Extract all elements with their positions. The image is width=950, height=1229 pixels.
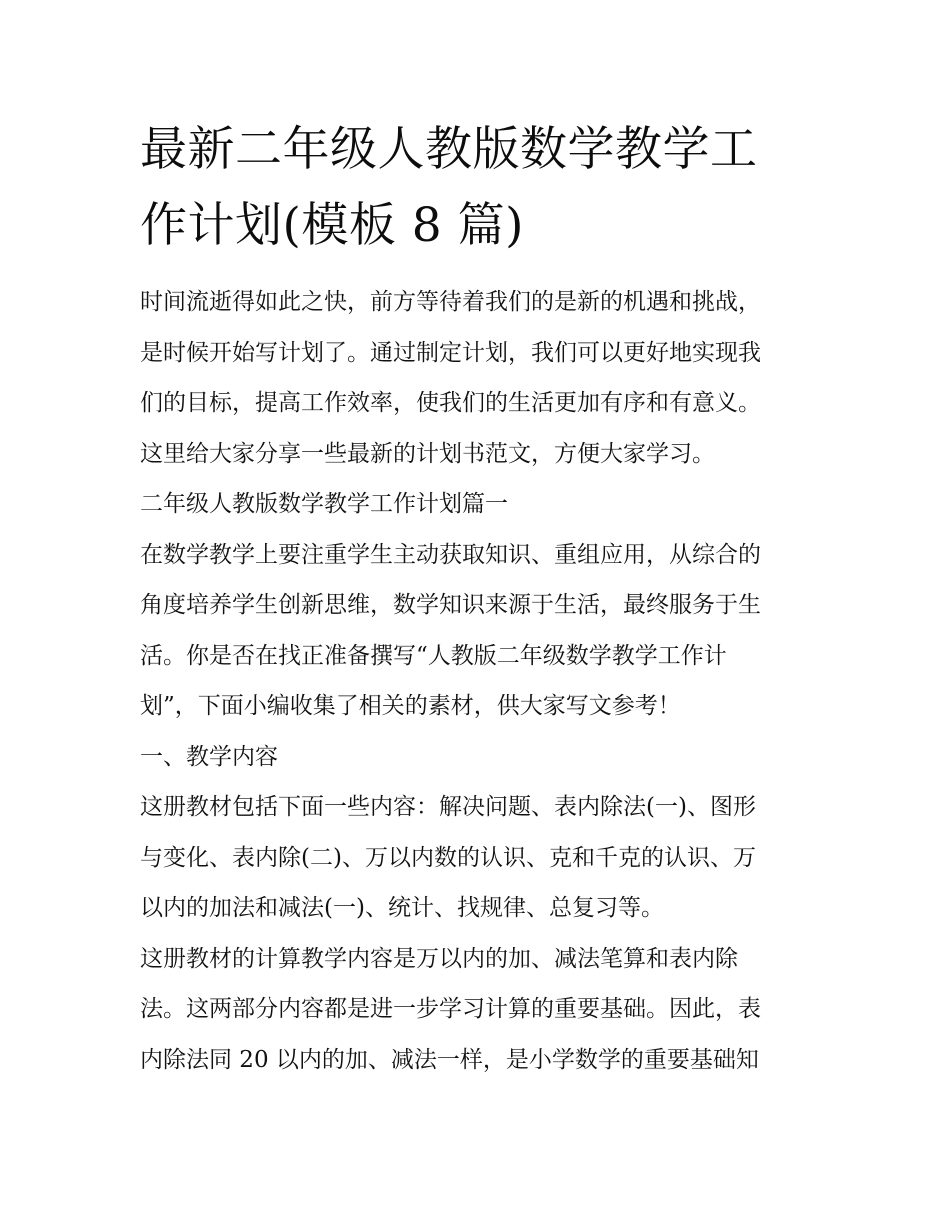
title-line-1: 最新二年级人教版数学教学工 [140,122,758,177]
body-line: 角度培养学生创新思维，数学知识来源于生活，最终服务于生 [140,592,761,618]
body-line: 活。你是否在找正准备撰写“人教版二年级数学教学工作计 [140,642,727,669]
document-title [140,112,840,264]
body-line: 们的目标，提高工作效率，使我们的生活更加有序和有意义。 [140,390,761,416]
body-line: 法。这两部分内容都是进一步学习计算的重要基础。因此，表 [140,996,761,1022]
body-line: 以内的加法和减法(一)、统计、找规律、总复习等。 [140,895,664,921]
body-line: 划”，下面小编收集了相关的素材，供大家写文参考！ [140,693,681,719]
body-line: 在数学教学上要注重学生主动获取知识、重组应用，从综合的 [140,541,761,568]
body-line: 时间流逝得如此之快，前方等待着我们的是新的机遇和挑战， [140,289,761,315]
section-heading: 二年级人教版数学教学工作计划篇一 [140,491,508,517]
body-line: 与变化、表内除(二)、万以内数的认识、克和千克的认识、万 [140,844,756,871]
document-body [140,277,840,1085]
body-line: 是时候开始写计划了。通过制定计划，我们可以更好地实现我 [140,339,761,366]
title-line-2: 作计划(模板 8 篇) [140,198,524,253]
body-line: 这册教材的计算教学内容是万以内的加、减法笔算和表内除 [140,945,738,972]
body-line: 内除法同 20 以内的加、减法一样，是小学数学的重要基础知 [140,1046,759,1073]
body-line: 这里给大家分享一些最新的计划书范文，方便大家学习。 [140,440,715,467]
section-heading: 一、教学内容 [140,743,278,770]
body-line: 这册教材包括下面一些内容：解决问题、表内除法(一)、图形 [140,794,756,820]
